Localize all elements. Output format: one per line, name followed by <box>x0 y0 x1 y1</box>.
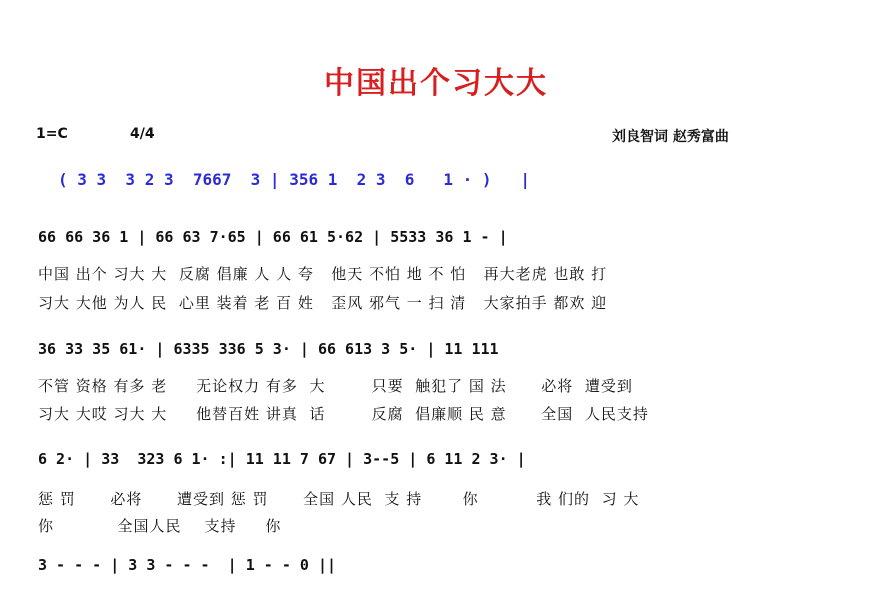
lyric-line-2b: 习大 大哎 习大 大 他替百姓 讲真 话 反腐 倡廉顺 民 意 全国 人民支持 <box>38 405 649 423</box>
lyric-line-1a: 中国 出个 习大 大 反腐 倡廉 人 人 夸 他天 不怕 地 不 怕 再大老虎 也敢 打 <box>38 265 608 283</box>
lyric-line-3a: 惩 罚 必将 遭受到 惩 罚 全国 人民 支 持 你 我 们的 习 大 <box>38 490 640 508</box>
key-signature: 1=C <box>36 126 68 142</box>
intro-notes: ( 3 3 3 2 3 7667 3 | 356 1 2 3 6 1 · ) | <box>58 170 531 189</box>
time-signature: 4/4 <box>130 126 155 142</box>
credits: 刘良智词 赵秀富曲 <box>612 129 729 145</box>
lyric-line-1b: 习大 大他 为人 民 心里 装着 老 百 姓 歪风 邪气 一 扫 清 大家拍手 都欢 迎 <box>38 294 608 312</box>
notes-line-1: 66 66 36 1 | 66 63 7·65 | 66 61 5·62 | 5533 36 1 - | <box>38 228 508 246</box>
notes-line-4: 3 - - - | 3 3 - - - | 1 - - 0 || <box>38 556 337 574</box>
notes-line-2: 36 33 35 61· | 6335 336 5 3· | 66 613 3 5· | 11 111 <box>38 340 499 358</box>
lyric-line-3b: 你 全国人民 支持 你 <box>38 517 282 535</box>
notes-line-3: 6 2· | 33 323 6 1· :| 11 11 7 67 | 3--5 | 6 11 2 3· | <box>38 450 526 468</box>
score-title: 中国出个习大大 <box>324 66 548 101</box>
lyric-line-2a: 不管 资格 有多 老 无论权力 有多 大 只要 触犯了 国 法 必将 遭受到 <box>38 377 633 395</box>
